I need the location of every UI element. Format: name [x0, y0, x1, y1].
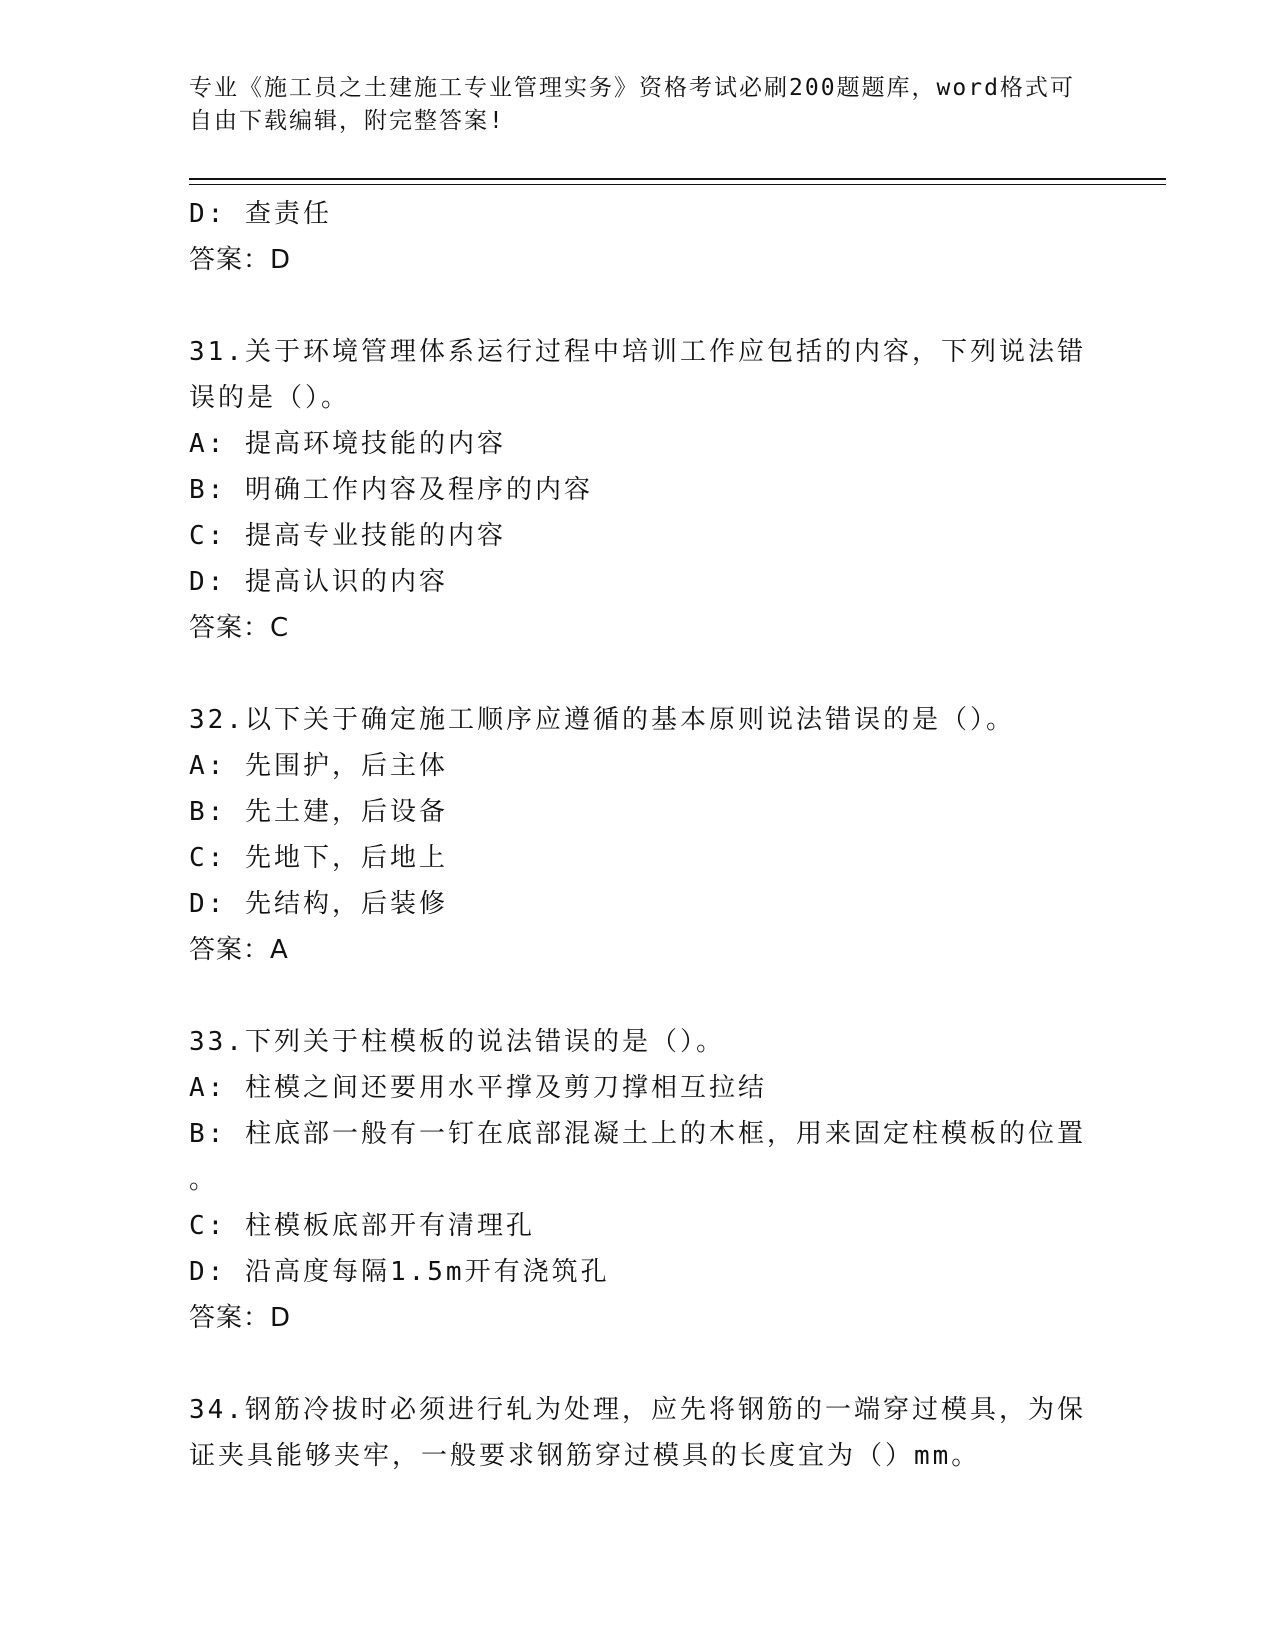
- option-b: B: 先土建，后设备: [189, 797, 448, 827]
- spacer: [189, 973, 1089, 1019]
- question-33: [189, 1019, 1089, 1341]
- answer-line: 答案：C: [189, 613, 290, 643]
- option-c: C: 柱模板底部开有清理孔: [189, 1211, 535, 1241]
- option-a: A: 先围护，后主体: [189, 751, 448, 781]
- question-stem: 31.关于环境管理体系运行过程中培训工作应包括的内容，下列说法错: [189, 337, 1086, 367]
- option-a: A: 柱模之间还要用水平撑及剪刀撑相互拉结: [189, 1073, 767, 1103]
- question-stem: 32.以下关于确定施工顺序应遵循的基本原则说法错误的是（）。: [189, 705, 1015, 735]
- header-line-2: 自由下载编辑，附完整答案!: [189, 108, 505, 134]
- option-a: A: 提高环境技能的内容: [189, 429, 506, 459]
- option-d: D: 沿高度每隔1.5m开有浇筑孔: [189, 1257, 610, 1287]
- option-d: D: 先结构，后装修: [189, 889, 448, 919]
- question-stem-continued: 证夹具能够夹牢，一般要求钢筋穿过模具的长度宜为（）mm。: [189, 1441, 981, 1471]
- previous-question-tail: [189, 191, 1089, 283]
- option-d: D: 查责任: [189, 199, 332, 229]
- header-divider-thin: [189, 184, 1166, 185]
- answer-line: 答案：D: [189, 1303, 292, 1333]
- question-stem: 33.下列关于柱模板的说法错误的是（）。: [189, 1027, 725, 1057]
- answer-line: 答案：A: [189, 935, 289, 965]
- document-body: [189, 191, 1089, 1479]
- question-stem-continued: 误的是（）。: [189, 383, 351, 413]
- question-34: [189, 1387, 1089, 1479]
- option-b: B: 明确工作内容及程序的内容: [189, 475, 593, 505]
- spacer: [189, 1341, 1089, 1387]
- option-b: B: 柱底部一般有一钉在底部混凝土上的木框，用来固定柱模板的位置: [189, 1119, 1086, 1149]
- option-d: D: 提高认识的内容: [189, 567, 448, 597]
- header-line-1: 专业《施工员之土建施工专业管理实务》资格考试必刷200题题库，word格式可: [189, 75, 1075, 101]
- option-c: C: 提高专业技能的内容: [189, 521, 506, 551]
- document-header: [189, 72, 1089, 138]
- spacer: [189, 651, 1089, 697]
- answer-line: 答案：D: [189, 245, 292, 275]
- question-31: [189, 329, 1089, 651]
- question-stem: 34.钢筋冷拔时必须进行轧为处理，应先将钢筋的一端穿过模具，为保: [189, 1395, 1086, 1425]
- question-32: [189, 697, 1089, 973]
- option-c: C: 先地下，后地上: [189, 843, 448, 873]
- option-b-continued: 。: [189, 1165, 216, 1195]
- header-divider-thick: [189, 178, 1166, 180]
- spacer: [189, 283, 1089, 329]
